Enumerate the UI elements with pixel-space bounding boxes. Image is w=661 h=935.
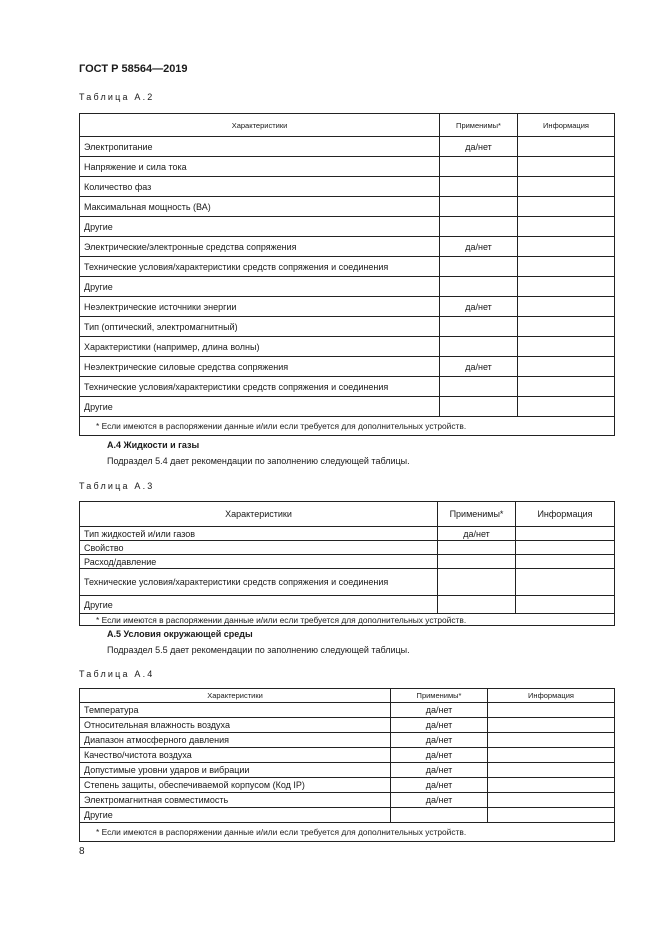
table-row [80,237,615,257]
applicable-cell: да/нет [391,793,488,808]
characteristic-cell: Технические условия/характеристики средств сопряжения и соединения [80,257,440,277]
table-a4-caption: Таблица А.4 [79,669,155,679]
information-cell [518,397,615,417]
table-a4 [79,688,615,842]
section-a4-text: Подраздел 5.4 дает рекомендации по заполнению следующей таблицы. [107,456,410,466]
table-row [80,555,615,569]
information-cell [518,297,615,317]
column-header-characteristics: Характеристики [80,502,438,527]
characteristic-cell: Технические условия/характеристики средств сопряжения и соединения [80,377,440,397]
table-header-row [80,114,615,137]
applicable-cell: да/нет [440,357,518,377]
characteristic-cell: Степень защиты, обеспечиваемой корпусом (Код IP) [80,778,391,793]
applicable-cell [440,377,518,397]
characteristic-cell: Другие [80,808,391,823]
applicable-cell [440,277,518,297]
applicable-cell [440,337,518,357]
table-row [80,778,615,793]
characteristic-cell: Напряжение и сила тока [80,157,440,177]
applicable-cell [440,317,518,337]
characteristic-cell: Тип жидкостей и/или газов [80,527,438,541]
information-cell [518,257,615,277]
table-row [80,197,615,217]
information-cell [488,778,615,793]
information-cell [518,357,615,377]
table-row [80,137,615,157]
section-a4-title: А.4 Жидкости и газы [107,440,200,450]
characteristic-cell: Диапазон атмосферного давления [80,733,391,748]
characteristic-cell: Температура [80,703,391,718]
table-row [80,157,615,177]
applicable-cell: да/нет [391,748,488,763]
characteristic-cell: Максимальная мощность (ВА) [80,197,440,217]
table-row [80,297,615,317]
information-cell [518,237,615,257]
applicable-cell: да/нет [440,297,518,317]
applicable-cell: да/нет [391,763,488,778]
information-cell [518,317,615,337]
table-row [80,377,615,397]
applicable-cell [440,397,518,417]
table-row [80,718,615,733]
characteristic-cell: Допустимые уровни ударов и вибрации [80,763,391,778]
column-header-applicable: Применимы* [391,689,488,703]
information-cell [516,541,615,555]
information-cell [518,137,615,157]
table-a3-footnote: * Если имеются в распоряжении данные и/или если требуется для дополнительных устройств. [80,614,615,626]
table-row [80,733,615,748]
information-cell [516,569,615,596]
applicable-cell [391,808,488,823]
applicable-cell: да/нет [438,527,516,541]
column-header-characteristics: Характеристики [80,114,440,137]
characteristic-cell: Расход/давление [80,555,438,569]
applicable-cell: да/нет [440,237,518,257]
table-row [80,793,615,808]
information-cell [488,733,615,748]
characteristic-cell: Технические условия/характеристики средств сопряжения и соединения [80,569,438,596]
document-header: ГОСТ Р 58564—2019 [79,63,188,75]
table-a3-caption: Таблица А.3 [79,481,155,491]
table-row [80,748,615,763]
information-cell [518,337,615,357]
applicable-cell [440,197,518,217]
information-cell [518,377,615,397]
characteristic-cell: Неэлектрические силовые средства сопряжения [80,357,440,377]
information-cell [518,277,615,297]
table-row [80,277,615,297]
table-row [80,596,615,614]
column-header-information: Информация [518,114,615,137]
table-row [80,177,615,197]
information-cell [488,763,615,778]
column-header-information: Информация [516,502,615,527]
table-a2 [79,113,615,436]
information-cell [488,793,615,808]
characteristic-cell: Качество/чистота воздуха [80,748,391,763]
applicable-cell [440,217,518,237]
table-row [80,397,615,417]
characteristic-cell: Неэлектрические источники энергии [80,297,440,317]
table-row [80,527,615,541]
information-cell [488,808,615,823]
information-cell [488,748,615,763]
column-header-applicable: Применимы* [438,502,516,527]
table-row [80,217,615,237]
table-row [80,569,615,596]
applicable-cell: да/нет [391,778,488,793]
table-a2-caption: Таблица А.2 [79,92,155,102]
characteristic-cell: Свойство [80,541,438,555]
information-cell [488,718,615,733]
characteristic-cell: Относительная влажность воздуха [80,718,391,733]
characteristic-cell: Другие [80,217,440,237]
characteristic-cell: Электрические/электронные средства сопряжения [80,237,440,257]
information-cell [518,157,615,177]
applicable-cell: да/нет [391,718,488,733]
table-a4-footnote: * Если имеются в распоряжении данные и/или если требуется для дополнительных устройств. [80,823,615,842]
characteristic-cell: Количество фаз [80,177,440,197]
table-row [80,541,615,555]
information-cell [516,596,615,614]
characteristic-cell: Характеристики (например, длина волны) [80,337,440,357]
table-a2-footnote: * Если имеются в распоряжении данные и/или если требуется для дополнительных устройств. [80,417,615,436]
table-row [80,703,615,718]
information-cell [518,177,615,197]
table-row [80,337,615,357]
column-header-information: Информация [488,689,615,703]
applicable-cell [438,541,516,555]
table-row [80,763,615,778]
information-cell [518,197,615,217]
table-row [80,357,615,377]
characteristic-cell: Другие [80,277,440,297]
applicable-cell [440,157,518,177]
information-cell [518,217,615,237]
table-a3 [79,501,615,626]
applicable-cell [438,555,516,569]
section-a5-text: Подраздел 5.5 дает рекомендации по заполнению следующей таблицы. [107,645,410,655]
applicable-cell: да/нет [391,733,488,748]
information-cell [516,527,615,541]
characteristic-cell: Электропитание [80,137,440,157]
table-row [80,317,615,337]
page-number: 8 [79,846,85,857]
information-cell [516,555,615,569]
characteristic-cell: Электромагнитная совместимость [80,793,391,808]
characteristic-cell: Другие [80,397,440,417]
table-row [80,257,615,277]
applicable-cell: да/нет [440,137,518,157]
characteristic-cell: Другие [80,596,438,614]
column-header-applicable: Применимы* [440,114,518,137]
column-header-characteristics: Характеристики [80,689,391,703]
section-a5-title: А.5 Условия окружающей среды [107,629,253,639]
applicable-cell [440,177,518,197]
table-header-row [80,689,615,703]
applicable-cell [440,257,518,277]
table-row [80,808,615,823]
characteristic-cell: Тип (оптический, электромагнитный) [80,317,440,337]
information-cell [488,703,615,718]
applicable-cell [438,596,516,614]
table-header-row [80,502,615,527]
applicable-cell: да/нет [391,703,488,718]
applicable-cell [438,569,516,596]
